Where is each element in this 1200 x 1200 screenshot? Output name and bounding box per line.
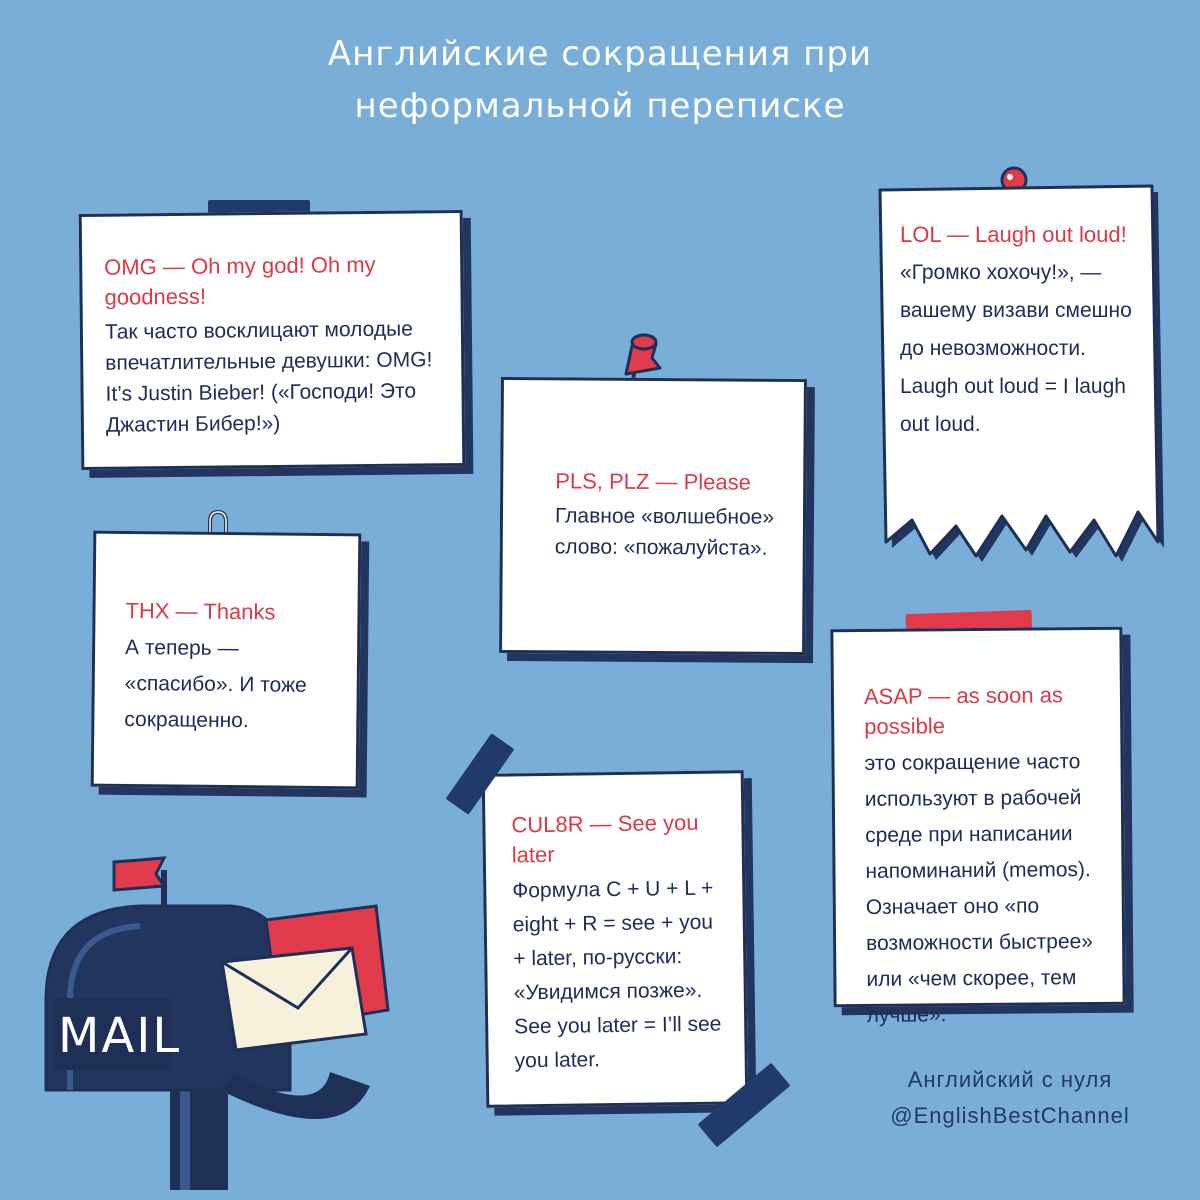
note-cul8r <box>482 770 749 1108</box>
note-omg <box>79 210 466 470</box>
title-line-2: неформальной переписке <box>354 86 846 126</box>
credit-line-1: Английский с нуля <box>907 1067 1113 1092</box>
note-asap-text: это сокращение часто используют в рабочей среде при написании напоминаний (memos). Означает оно «по возможности быстрее» или «чем скорее, тем лучше». <box>864 750 1094 1027</box>
credit-handle: @EnglishBestChannel <box>890 1103 1130 1128</box>
note-lol-heading: LOL — Laugh out loud! <box>900 222 1127 247</box>
note-asap <box>830 627 1125 1027</box>
note-omg-heading: OMG — Oh my god! Oh my goodness! <box>104 251 376 310</box>
note-pls <box>499 377 807 655</box>
note-cul8r-heading: CUL8R — See you later <box>511 809 699 868</box>
note-lol-content <box>900 220 1140 444</box>
page-title <box>0 28 1200 132</box>
mailbox-label: MAIL <box>58 1008 182 1064</box>
note-thx-text: А теперь — «спасибо». И тоже сокращенно. <box>124 635 307 733</box>
note-pls-text: Главное «волшебное» слово: «пожалуйста». <box>554 504 775 560</box>
channel-credit <box>880 1062 1140 1134</box>
title-line-1: Английские сокращения при <box>327 34 873 74</box>
note-pls-heading: PLS, PLZ — Please <box>555 468 751 495</box>
note-thx <box>91 531 362 790</box>
note-cul8r-text: Формула C + U + L + eight + R = see + you + later, по-русски: «Увидимся позже». See you later = I’ll see you later. <box>512 876 722 1073</box>
note-omg-text: Так часто восклицают молодые впечатлительные девушки: OMG! It’s Justin Bieber! («Господи! Это Джастин Бибер!») <box>104 317 433 437</box>
note-lol-text: «Громко хохочу!», — вашему визави смешно до невозможности. Laugh out loud = I laugh out loud. <box>900 261 1132 436</box>
note-asap-heading: ASAP — as soon as possible <box>863 682 1063 739</box>
note-thx-heading: THX — Thanks <box>125 597 276 625</box>
